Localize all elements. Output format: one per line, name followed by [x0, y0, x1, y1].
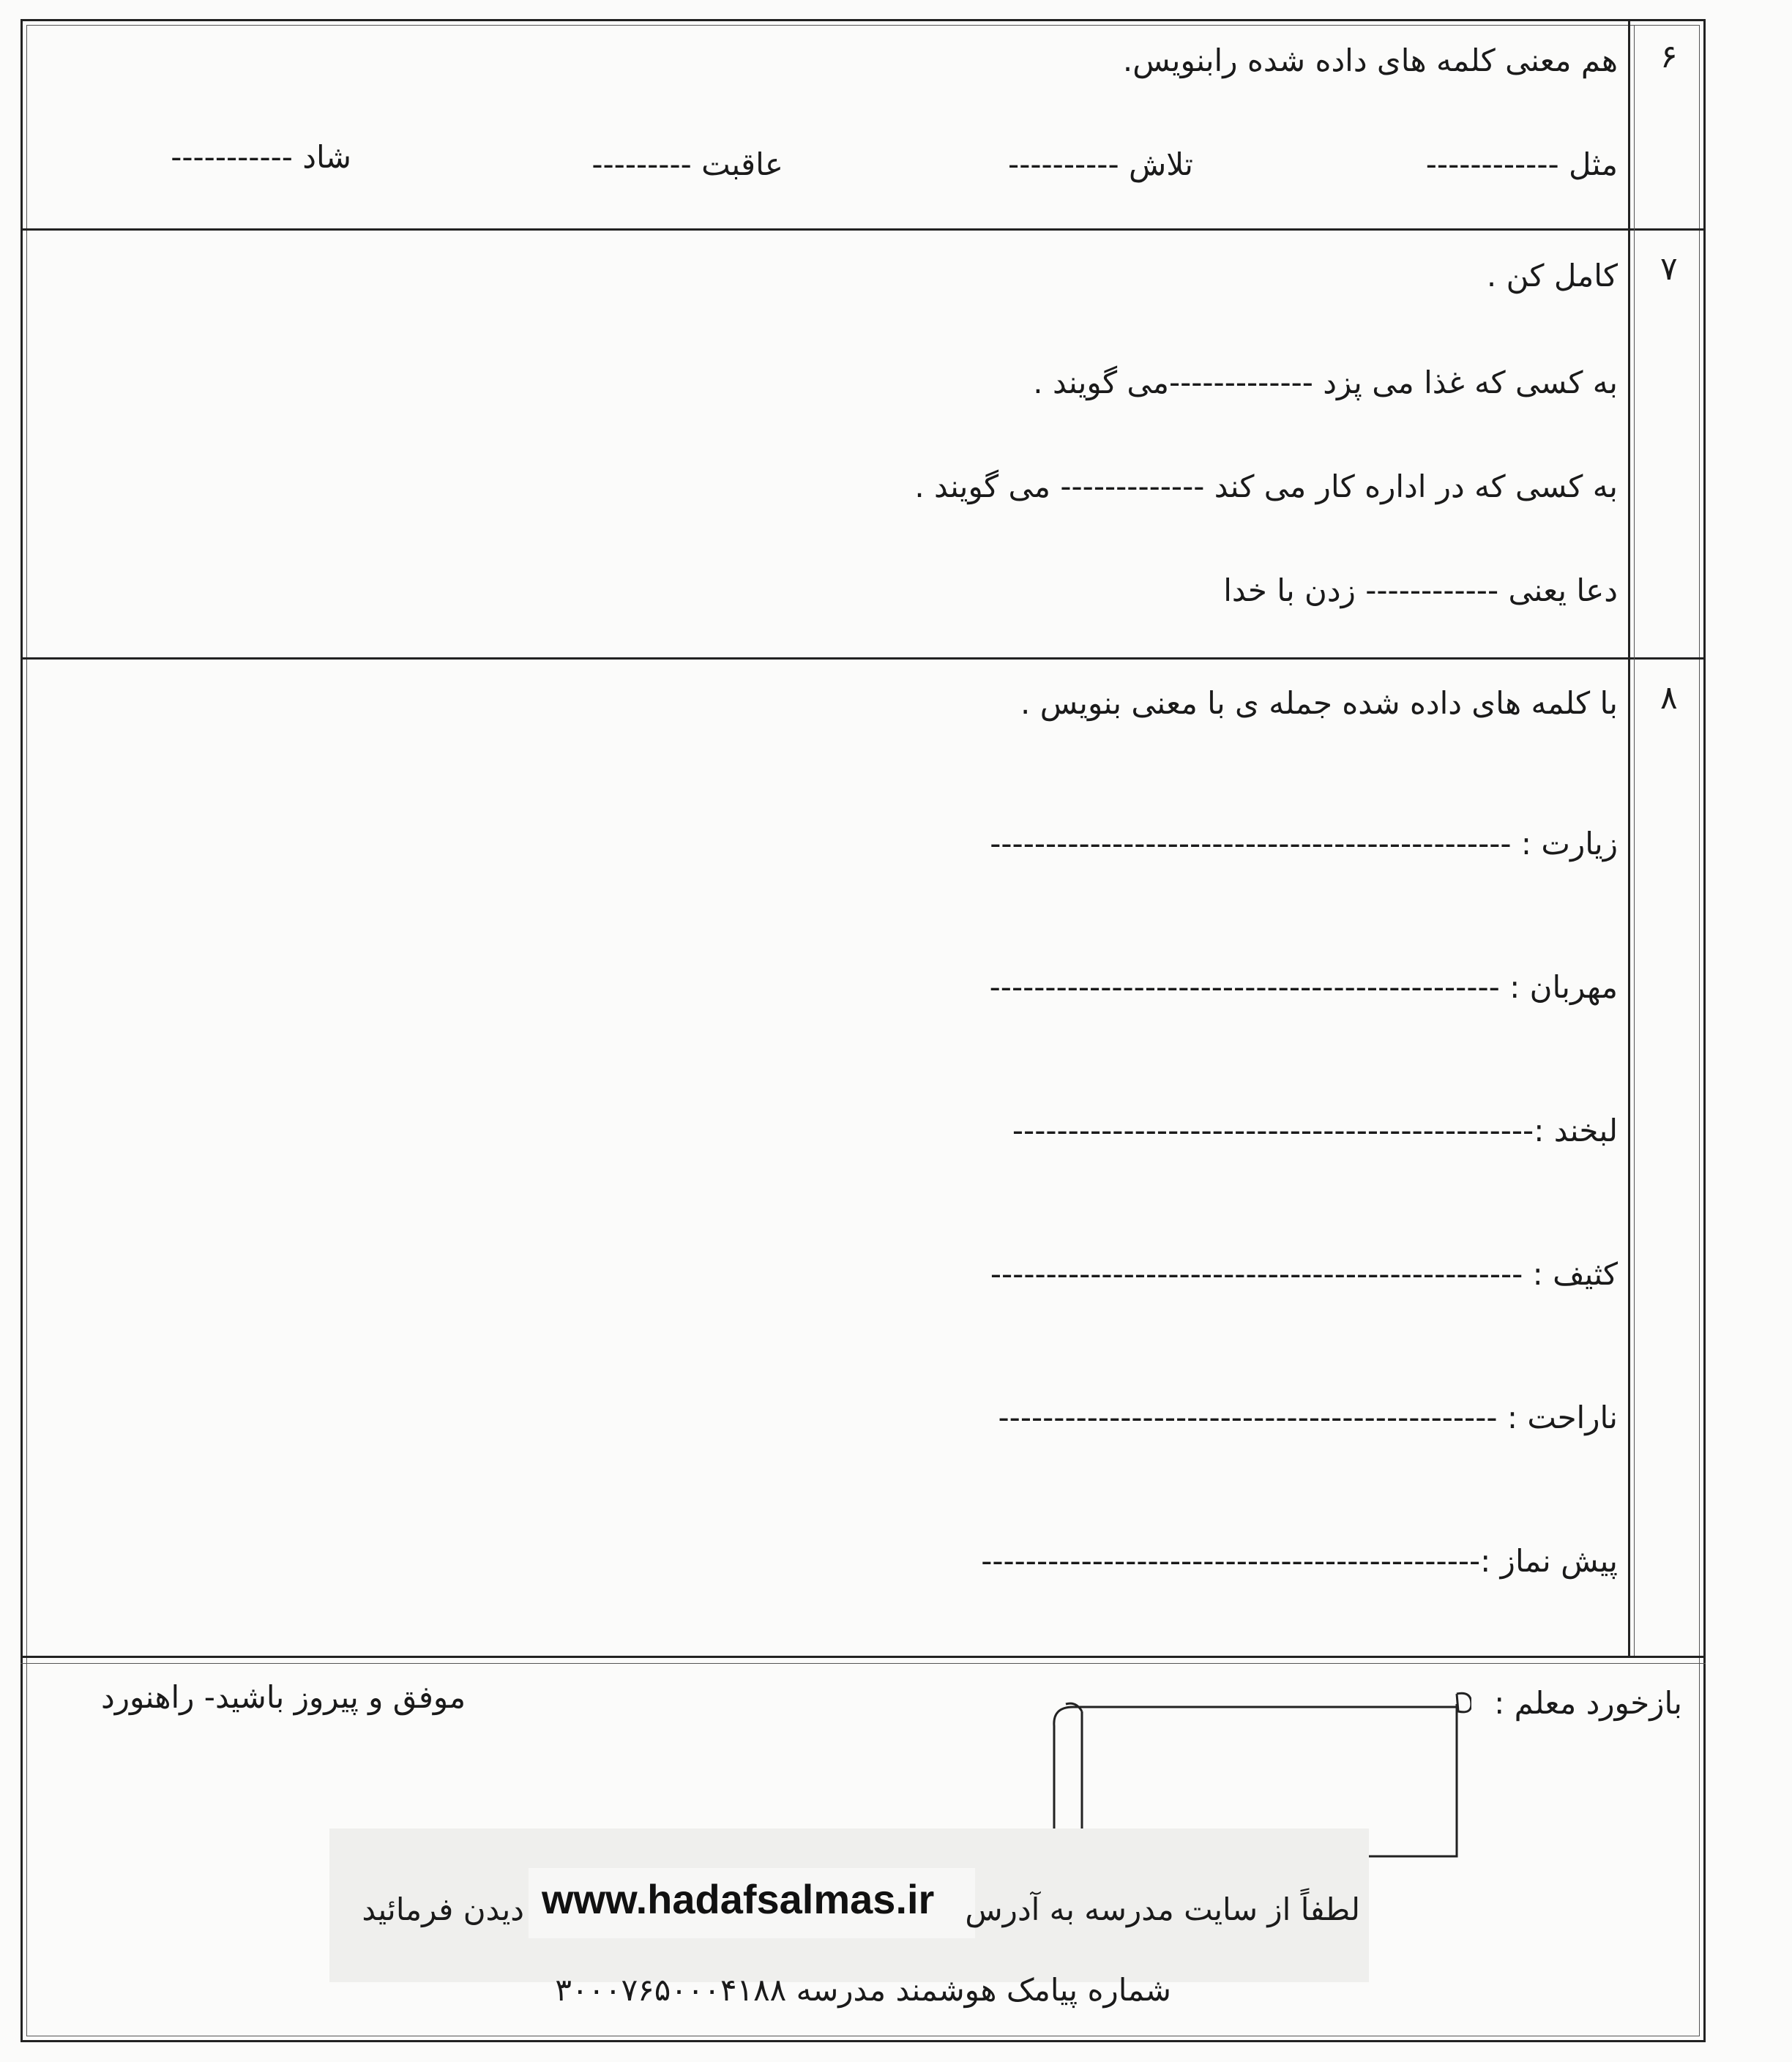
completion-line[interactable]: به کسی که در اداره کار می کند ------------- می گویند . — [914, 468, 1618, 504]
sentence-line[interactable]: کثیف : ------------------------------------------------ — [990, 1256, 1618, 1292]
sentence-line[interactable]: پیش نماز :--------------------------------------------- — [981, 1543, 1618, 1579]
visit-prefix: لطفاً از سایت مدرسه به آدرس — [965, 1891, 1360, 1927]
synonym-item — [1426, 146, 1618, 182]
teacher-feedback-label: بازخورد معلم : — [1494, 1685, 1682, 1721]
question-title: با کلمه های داده شده جمله ی با معنی بنویس . — [1020, 685, 1618, 721]
answer-blank[interactable]: ---------- — [1008, 146, 1119, 182]
row-divider — [20, 1656, 1706, 1658]
school-website-link[interactable]: www.hadafsalmas.ir — [542, 1876, 935, 1922]
answer-blank[interactable]: ----------- — [171, 139, 293, 175]
closing-message: موفق و پیروز باشید- راهنورد — [101, 1679, 466, 1715]
synonym-item — [1008, 146, 1193, 182]
number-column-divider — [1628, 19, 1630, 1656]
completion-line[interactable]: دعا یعنی ------------ زدن با خدا — [1223, 572, 1618, 608]
question-title: هم معنی کلمه های داده شده رابنویس. — [1122, 42, 1618, 78]
synonym-item — [171, 139, 351, 175]
question-number: ۸ — [1660, 679, 1678, 717]
synonym-word: شاد — [302, 139, 351, 175]
row-divider — [20, 1663, 1706, 1664]
sentence-line[interactable]: ناراحت : --------------------------------------------- — [998, 1400, 1618, 1435]
question-number: ۷ — [1660, 250, 1678, 288]
sms-number: شماره پیامک هوشمند مدرسه ۳۰۰۰۷۶۵۰۰۰۴۱۸۸ — [555, 1972, 1171, 2008]
synonym-word: مثل — [1569, 146, 1618, 182]
row-divider — [20, 657, 1706, 660]
number-column-divider — [1634, 25, 1635, 1656]
visit-suffix: دیدن فرمائید — [362, 1891, 524, 1927]
answer-blank[interactable]: --------- — [591, 146, 692, 182]
synonym-item — [591, 146, 783, 182]
sentence-line[interactable]: لبخند :----------------------------------------------- — [1012, 1113, 1618, 1148]
answer-blank[interactable]: ------------ — [1425, 146, 1559, 182]
question-number: ۶ — [1660, 38, 1678, 75]
synonym-word: تلاش — [1128, 146, 1193, 182]
sentence-line[interactable]: زیارت : ----------------------------------------------- — [990, 826, 1618, 862]
synonym-word: عاقبت — [701, 146, 783, 182]
row-divider — [20, 228, 1706, 231]
sentence-line[interactable]: مهربان : ---------------------------------------------- — [989, 969, 1618, 1005]
question-title: کامل کن . — [1486, 258, 1618, 294]
completion-line[interactable]: به کسی که غذا می پزد -------------می گویند . — [1033, 365, 1618, 400]
